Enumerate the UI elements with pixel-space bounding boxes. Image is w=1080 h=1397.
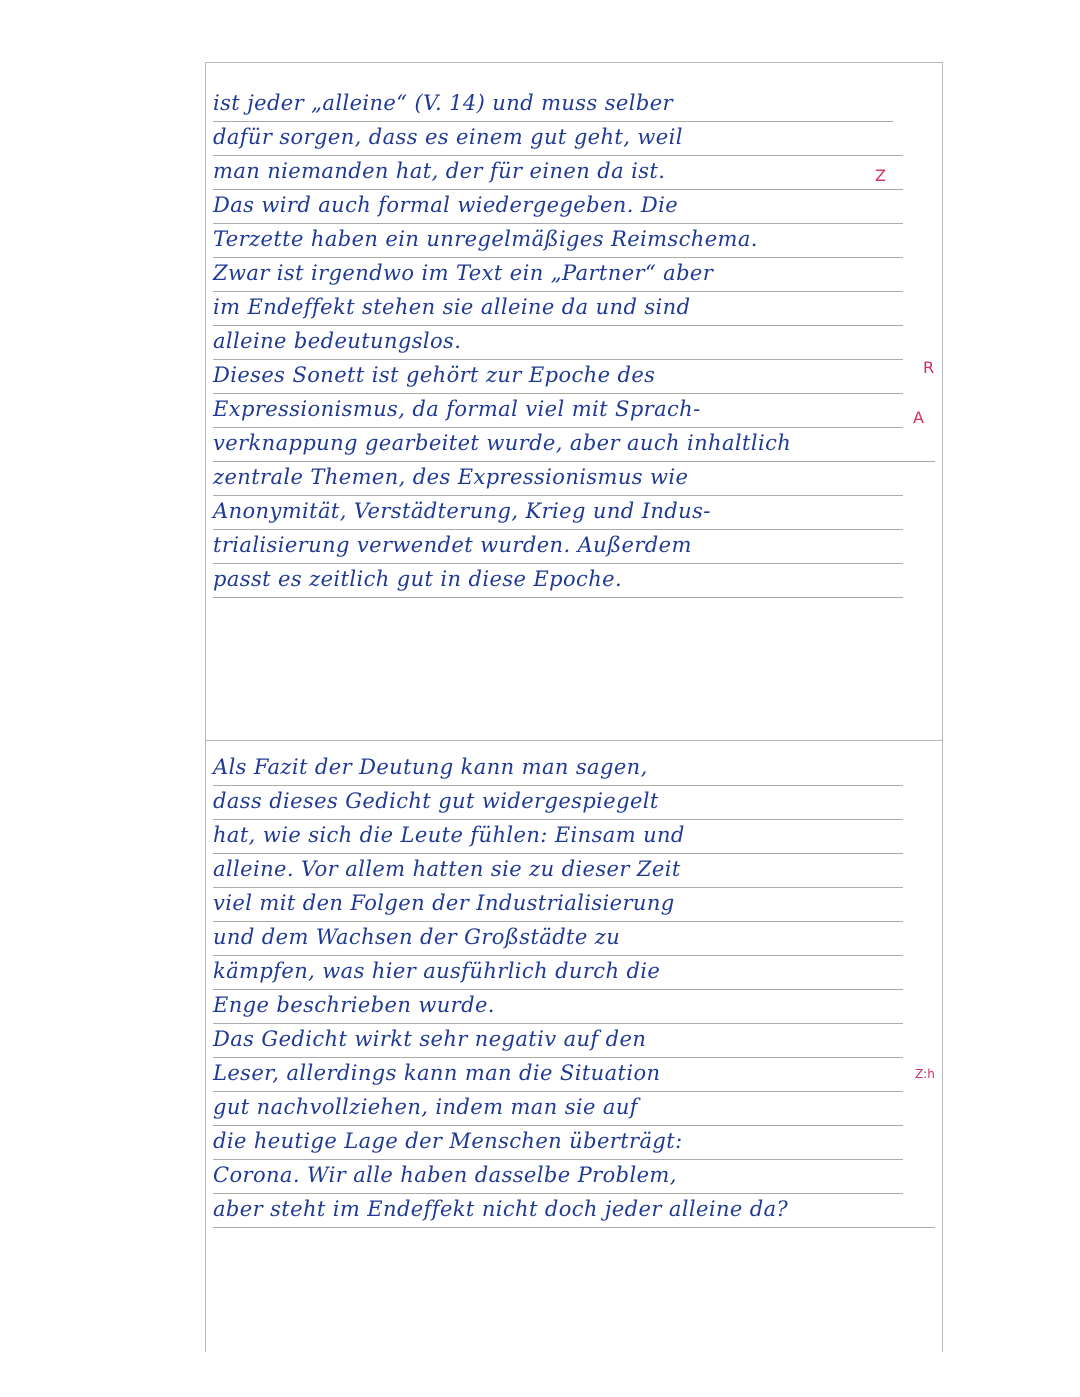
text-line: trialisierung verwendet wurden. Außerdem (213, 530, 903, 564)
text-line: Als Fazit der Deutung kann man sagen, (213, 752, 903, 786)
text-line: dass dieses Gedicht gut widergespiegelt (213, 786, 903, 820)
section-divider (205, 740, 943, 741)
text-line: aber steht im Endeffekt nicht doch jeder alleine da? (213, 1194, 935, 1228)
text-line: Das wird auch formal wiedergegeben. Die (213, 190, 903, 224)
text-line: Corona. Wir alle haben dasselbe Problem, (213, 1160, 903, 1194)
text-line: ist jeder „alleine“ (V. 14) und muss selber (213, 88, 893, 122)
text-line: Zwar ist irgendwo im Text ein „Partner“ aber (213, 258, 903, 292)
text-line: zentrale Themen, des Expressionismus wie (213, 462, 903, 496)
text-line: alleine bedeutungslos. (213, 326, 903, 360)
text-line: Enge beschrieben wurde. (213, 990, 903, 1024)
text-line: im Endeffekt stehen sie alleine da und sind (213, 292, 903, 326)
text-line: passt es zeitlich gut in diese Epoche. (213, 564, 903, 598)
text-line: Das Gedicht wirkt sehr negativ auf den (213, 1024, 903, 1058)
text-line: hat, wie sich die Leute fühlen: Einsam und (213, 820, 903, 854)
text-line: die heutige Lage der Menschen überträgt: (213, 1126, 903, 1160)
margin-mark-zh: Z:h (915, 1067, 935, 1081)
text-line: Leser, allerdings kann man die Situation (213, 1058, 903, 1092)
text-line: dafür sorgen, dass es einem gut geht, weil (213, 122, 903, 156)
text-line: man niemanden hat, der für einen da ist. (213, 156, 903, 190)
margin-mark-a: A (913, 408, 924, 427)
page-top-rule (205, 62, 943, 63)
text-line: gut nachvollziehen, indem man sie auf (213, 1092, 903, 1126)
text-line: und dem Wachsen der Großstädte zu (213, 922, 903, 956)
text-line: Dieses Sonett ist gehört zur Epoche des (213, 360, 903, 394)
text-line: Terzette haben ein unregelmäßiges Reimschema. (213, 224, 903, 258)
text-line: kämpfen, was hier ausführlich durch die (213, 956, 903, 990)
margin-mark-r: R (923, 358, 935, 377)
notebook-page (205, 62, 943, 1352)
text-line: verknappung gearbeitet wurde, aber auch inhaltlich (213, 428, 935, 462)
text-line: Anonymität, Verstädterung, Krieg und Indus- (213, 496, 903, 530)
text-line: viel mit den Folgen der Industrialisierung (213, 888, 903, 922)
margin-mark-z: Z (875, 166, 886, 185)
text-line: Expressionismus, da formal viel mit Sprach- (213, 394, 903, 428)
text-line: alleine. Vor allem hatten sie zu dieser Zeit (213, 854, 903, 888)
